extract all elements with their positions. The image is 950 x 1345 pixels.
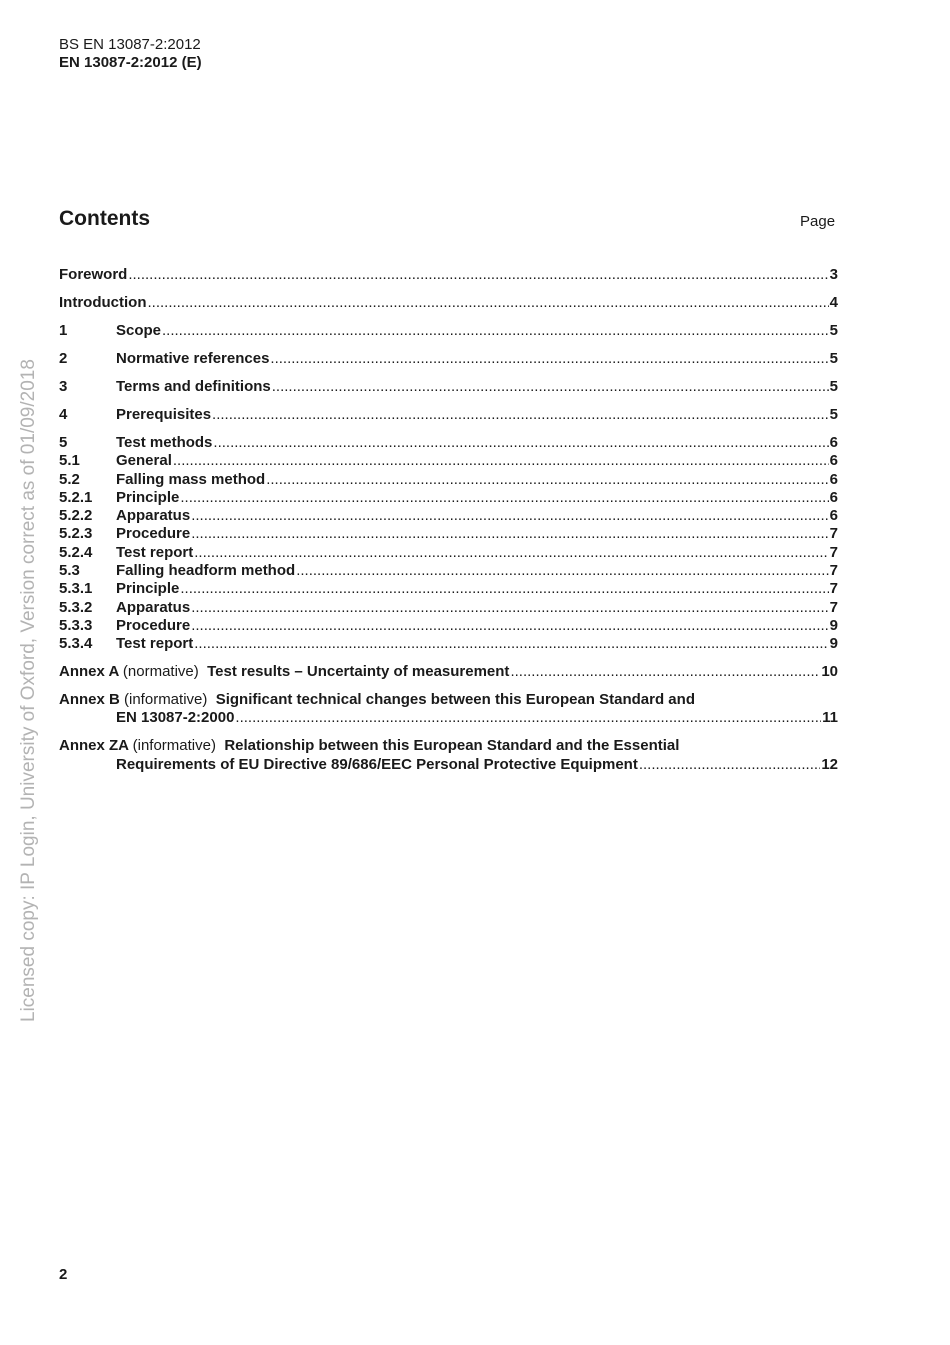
- toc-entry-test-report-2[interactable]: [59, 635, 838, 653]
- toc-entry-test-report-1[interactable]: [59, 544, 838, 562]
- toc-entry-title: Falling mass method: [116, 470, 266, 488]
- toc-entry-number: 5.3.3: [59, 616, 93, 634]
- toc-entry-number: 5.2: [59, 470, 80, 488]
- toc-entry-number: 5.2.2: [59, 507, 93, 525]
- toc-entry-title: Foreword: [59, 266, 128, 283]
- toc-entry-page: 12: [821, 755, 838, 773]
- toc-entry-page: 6: [829, 507, 838, 525]
- toc-entry-page: 6: [829, 488, 838, 506]
- toc-entry-falling-headform-method[interactable]: [59, 562, 838, 580]
- toc-entry-prerequisites[interactable]: [59, 406, 838, 424]
- annex-type: (informative): [124, 691, 208, 709]
- toc-entry-number: 5.2.3: [59, 525, 93, 543]
- toc-entry-page: 3: [829, 266, 838, 283]
- toc-entry-title: General: [116, 452, 172, 470]
- annex-label: Annex A: [59, 663, 119, 681]
- annex-label: Annex ZA: [59, 737, 129, 755]
- toc-entry-title: Principle: [116, 488, 180, 506]
- annex-title-continued: Requirements of EU Directive 89/686/EEC Personal Protective Equipment: [116, 755, 638, 773]
- toc-entry-title: Apparatus: [116, 598, 191, 616]
- toc-entry-page: 7: [829, 580, 838, 598]
- toc-entry-procedure-1[interactable]: [59, 525, 838, 543]
- standard-id: BS EN 13087-2:2012: [59, 36, 201, 53]
- toc-entry-number: 5.3.4: [59, 635, 93, 653]
- toc-entry-page: 6: [829, 433, 838, 451]
- toc-entry-title: Principle: [116, 580, 180, 598]
- toc-entry-annex-a[interactable]: [59, 663, 838, 681]
- toc-entry-number: 5.3: [59, 561, 80, 579]
- toc-entry-apparatus-2[interactable]: [59, 599, 838, 617]
- toc-entry-foreword[interactable]: [59, 266, 838, 284]
- toc-entry-number: 4: [59, 405, 68, 423]
- toc-entry-scope[interactable]: [59, 322, 838, 340]
- toc-entry-title: Falling headform method: [116, 561, 296, 579]
- toc-entry-page: 6: [829, 470, 838, 488]
- toc-entry-introduction[interactable]: [59, 294, 838, 312]
- page-number: 2: [59, 1266, 68, 1283]
- toc-entry-title: Prerequisites: [116, 405, 212, 423]
- annex-title-continued: EN 13087-2:2000: [116, 709, 235, 727]
- toc-entry-title: Scope: [116, 321, 162, 339]
- toc-entry-title: Terms and definitions: [116, 377, 271, 395]
- toc-entry-annex-b[interactable]: [59, 691, 838, 728]
- toc-entry-page: 9: [829, 635, 838, 653]
- toc-entry-title: Test report: [116, 635, 194, 653]
- toc-entry-apparatus-1[interactable]: [59, 507, 838, 525]
- annex-label: Annex B: [59, 691, 120, 709]
- toc-entry-annex-za[interactable]: [59, 737, 838, 774]
- toc-entry-normative-references[interactable]: [59, 350, 838, 368]
- toc-entry-page: 6: [829, 452, 838, 470]
- toc-entry-page: 5: [829, 321, 838, 339]
- toc-entry-page: 10: [821, 663, 838, 681]
- toc-entry-page: 7: [829, 543, 838, 561]
- toc-entry-number: 3: [59, 377, 68, 395]
- document-header: [59, 36, 202, 72]
- toc-entry-title: Procedure: [116, 525, 191, 543]
- table-of-contents: [59, 266, 838, 774]
- toc-entry-test-methods[interactable]: [59, 434, 838, 452]
- toc-entry-number: 5.1: [59, 452, 80, 470]
- toc-entry-page: 7: [829, 598, 838, 616]
- toc-entry-title: Procedure: [116, 616, 191, 634]
- page-column-label: Page: [800, 213, 836, 230]
- toc-entry-title: Apparatus: [116, 507, 191, 525]
- toc-entry-number: 5.2.4: [59, 543, 93, 561]
- license-watermark: Licensed copy: IP Login, University of Oxford, Version correct as of 01/09/2018: [18, 359, 39, 1022]
- toc-entry-title: Test report: [116, 543, 194, 561]
- toc-entry-title: Test methods: [116, 433, 213, 451]
- toc-entry-principle-1[interactable]: [59, 489, 838, 507]
- toc-entry-general[interactable]: [59, 452, 838, 470]
- toc-entry-page: 5: [829, 349, 838, 367]
- toc-entry-falling-mass-method[interactable]: [59, 471, 838, 489]
- toc-entry-page: 5: [829, 405, 838, 423]
- toc-entry-page: 7: [829, 525, 838, 543]
- toc-entry-procedure-2[interactable]: [59, 617, 838, 635]
- toc-entry-number: 1: [59, 321, 68, 339]
- toc-entry-number: 5.2.1: [59, 488, 93, 506]
- toc-entry-page: 4: [829, 293, 838, 311]
- toc-entry-page: 9: [829, 616, 838, 634]
- toc-entry-number: 5.3.1: [59, 580, 93, 598]
- toc-entry-terms-definitions[interactable]: [59, 378, 838, 396]
- toc-entry-number: 2: [59, 349, 68, 367]
- toc-entry-page: 11: [822, 709, 838, 727]
- annex-type: (informative): [132, 737, 216, 755]
- annex-title: Test results – Uncertainty of measurement: [207, 663, 510, 681]
- standard-id-en: EN 13087-2:2012 (E): [59, 54, 202, 71]
- toc-entry-principle-2[interactable]: [59, 580, 838, 598]
- toc-entry-number: 5: [59, 433, 68, 451]
- toc-entry-page: 7: [829, 561, 838, 579]
- annex-type: (normative): [122, 663, 199, 681]
- annex-title: Relationship between this European Standard and the Essential: [224, 737, 680, 755]
- annex-title: Significant technical changes between this European Standard and: [215, 691, 695, 709]
- toc-entry-title: Introduction: [59, 293, 147, 311]
- toc-entry-number: 5.3.2: [59, 598, 93, 616]
- toc-entry-title: Normative references: [116, 349, 270, 367]
- page-title: Contents: [59, 207, 150, 230]
- toc-entry-page: 5: [829, 377, 838, 395]
